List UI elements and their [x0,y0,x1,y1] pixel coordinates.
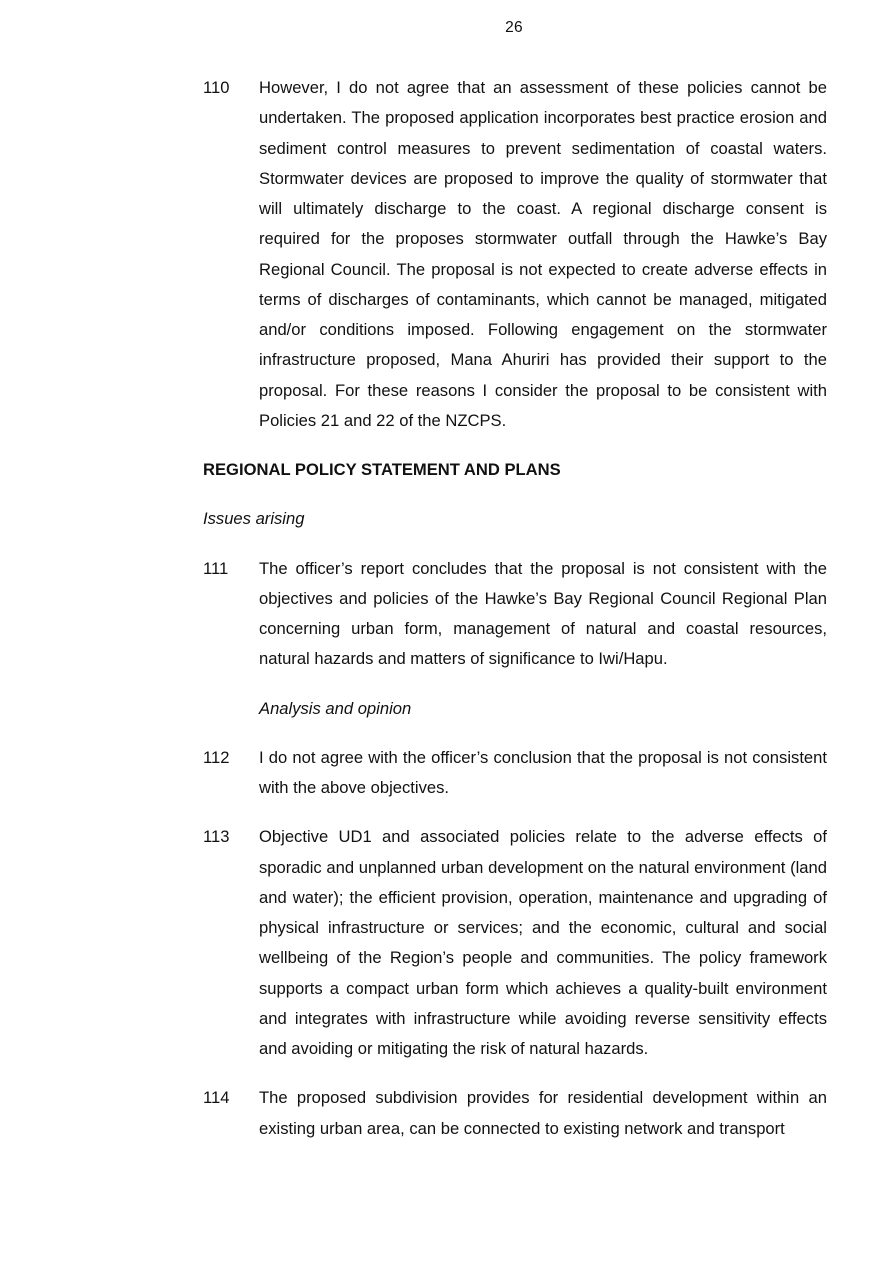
paragraph-114 [203,1083,827,1144]
paragraph-number: 113 [203,827,230,847]
paragraph-text: The officer’s report concludes that the proposal is not consistent with the objectives and policies of the Hawke’s Bay Regional Council Regional Plan concerning urban form, management of natural and coastal resources, natural hazards and matters of significance to Iwi/Hapu. [259,558,827,669]
document-body [203,73,827,1163]
paragraph-text: However, I do not agree that an assessment of these policies cannot be undertaken. The proposed application incorporates best practice erosion and sediment control measures to prevent sedimentation of coastal waters. Stormwater devices are proposed to improve the quality of stormwater that will ultimately discharge to the coast. A regional discharge consent is required for the proposes stormwater outfall through the Hawke’s Bay Regional Council. The proposal is not expected to create adverse effects in terms of discharges of contaminants, which cannot be managed, mitigated and/or conditions imposed. Following engagement on the stormwater infrastructure proposed, Mana Ahuriri has provided their support to the proposal. For these reasons I consider the proposal to be consistent with Policies 21 and 22 of the NZCPS. [259,78,827,430]
subheading-issues-arising: Issues arising [203,509,305,529]
paragraph-113 [203,822,827,1064]
paragraph-112 [203,743,827,804]
paragraph-number: 114 [203,1088,230,1108]
paragraph-number: 111 [203,558,229,578]
paragraph-number: 112 [203,747,230,767]
paragraph-111 [203,554,827,675]
paragraph-110 [203,73,827,436]
paragraph-text: I do not agree with the officer’s conclusion that the proposal is not consistent with the above objectives. [259,747,827,797]
section-heading: REGIONAL POLICY STATEMENT AND PLANS [203,460,561,479]
paragraph-number: 110 [203,78,230,97]
paragraph-text: The proposed subdivision provides for residential development within an existing urban area, can be connected to existing network and transport [259,1088,827,1138]
page-number: 26 [505,19,523,36]
subheading-analysis-and-opinion: Analysis and opinion [259,698,412,718]
paragraph-text: Objective UD1 and associated policies relate to the adverse effects of sporadic and unplanned urban development on the natural environment (land and water); the efficient provision, operation, maintenance and upgrading of physical infrastructure or services; and the economic, cultural and social wellbeing of the Region’s people and communities. The policy framework supports a compact urban form which achieves a quality-built environment and integrates with infrastructure while avoiding reverse sensitivity effects and avoiding or mitigating the risk of natural hazards. [259,827,827,1058]
